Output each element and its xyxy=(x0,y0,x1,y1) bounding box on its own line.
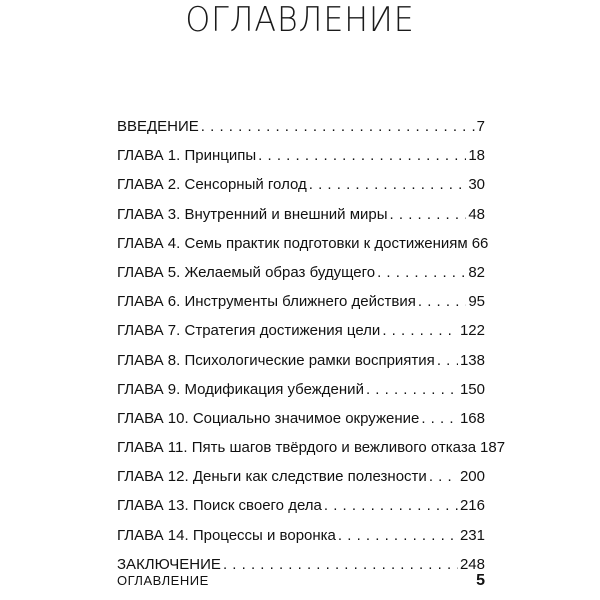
toc-leader-dots xyxy=(258,141,466,170)
toc-entry xyxy=(117,521,485,550)
toc-entry xyxy=(117,346,485,375)
page-title: ОГЛАВЛЕНИЕ xyxy=(185,0,415,40)
running-footer-title: ОГЛАВЛЕНИЕ xyxy=(117,573,209,588)
toc-entry xyxy=(117,200,485,229)
toc-leader-dots xyxy=(390,200,467,229)
toc-entry-page: 150 xyxy=(459,380,485,398)
toc-entry xyxy=(117,258,485,287)
toc-leader-dots xyxy=(382,316,458,345)
toc-leader-dots xyxy=(338,521,458,550)
toc-entry xyxy=(117,287,485,316)
toc-leader-dots xyxy=(377,258,466,287)
toc-entry-label: ГЛАВА 10. Социально значимое окружение xyxy=(117,409,420,427)
toc-entry-label: ГЛАВА 4. Семь практик подготовки к достижениям xyxy=(117,234,468,252)
toc-entry-page: 66 xyxy=(471,234,489,252)
page-footer xyxy=(117,572,485,590)
toc-entry xyxy=(117,491,485,520)
toc-entry-label: ГЛАВА 7. Стратегия достижения цели xyxy=(117,322,381,340)
toc-entry-label: ГЛАВА 11. Пять шагов твёрдого и вежливого отказа xyxy=(117,439,477,457)
toc-entry-label: ГЛАВА 9. Модификация убеждений xyxy=(117,380,364,398)
toc-entry-page: 200 xyxy=(459,468,485,486)
toc-entry-page: 248 xyxy=(459,555,485,573)
page-number: 5 xyxy=(476,572,485,589)
toc-entry-page: 138 xyxy=(459,351,485,369)
toc-entry-label: ВВЕДЕНИЕ xyxy=(117,118,199,135)
toc-entry-page: 7 xyxy=(476,118,485,135)
toc-entry-page: 187 xyxy=(480,439,506,457)
toc-list xyxy=(117,112,506,579)
toc-entry xyxy=(117,170,485,199)
toc-entry-label: ГЛАВА 2. Сенсорный голод xyxy=(117,176,307,194)
toc-leader-dots xyxy=(324,491,458,520)
toc-entry-label: ГЛАВА 14. Процессы и воронка xyxy=(117,526,336,544)
toc-entry-label: ГЛАВА 6. Инструменты ближнего действия xyxy=(117,293,416,311)
toc-leader-dots xyxy=(418,287,466,316)
toc-entry xyxy=(117,316,485,345)
toc-entry xyxy=(117,462,485,491)
toc-leader-dots xyxy=(309,170,467,199)
toc-entry-label: ГЛАВА 1. Принципы xyxy=(117,147,257,165)
toc-leader-dots xyxy=(201,112,475,141)
toc-entry-page: 168 xyxy=(459,409,485,427)
toc-entry-label: ГЛАВА 5. Желаемый образ будущего xyxy=(117,263,376,281)
toc-entry-page: 48 xyxy=(468,205,485,223)
toc-entry-label: ГЛАВА 3. Внутренний и внешний миры xyxy=(117,205,388,223)
toc-entry-page: 231 xyxy=(459,526,485,544)
toc-entry-page: 82 xyxy=(468,263,485,281)
toc-entry xyxy=(117,112,485,141)
toc-entry-page: 18 xyxy=(468,147,485,165)
toc-leader-dots xyxy=(421,404,458,433)
toc-entry-page: 122 xyxy=(459,322,485,340)
toc-entry xyxy=(117,433,506,462)
toc-leader-dots xyxy=(429,462,458,491)
toc-leader-dots xyxy=(437,346,458,375)
toc-entry-label: ЗАКЛЮЧЕНИЕ xyxy=(117,555,221,573)
toc-entry-page: 216 xyxy=(459,497,485,515)
toc-entry xyxy=(117,404,485,433)
toc-entry-page: 30 xyxy=(468,176,485,194)
toc-entry-label: ГЛАВА 12. Деньги как следствие полезности xyxy=(117,468,427,486)
toc-entry xyxy=(117,229,489,258)
toc-entry xyxy=(117,375,485,404)
toc-entry-label: ГЛАВА 13. Поиск своего дела xyxy=(117,497,322,515)
toc-entry-page: 95 xyxy=(468,293,485,311)
toc-entry xyxy=(117,141,485,170)
toc-entry-label: ГЛАВА 8. Психологические рамки восприятия xyxy=(117,351,435,369)
toc-leader-dots xyxy=(366,375,458,404)
